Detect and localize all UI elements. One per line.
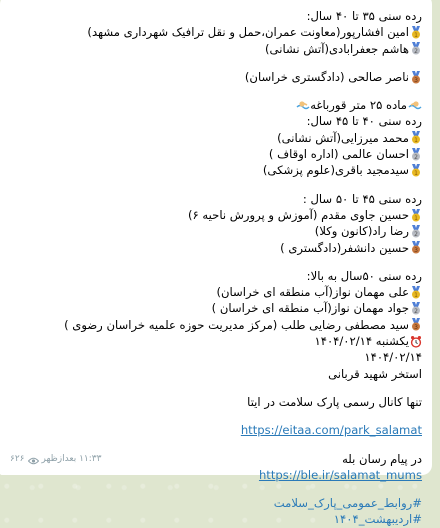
- svg-text:1: 1: [414, 291, 418, 299]
- winner-name: جواد مهمان نواز(آب منطقه ای خراسان ): [211, 301, 409, 316]
- svg-text:1: 1: [414, 31, 418, 39]
- list-item: [10, 317, 422, 333]
- svg-text:3: 3: [414, 76, 418, 84]
- list-item: [10, 69, 422, 85]
- event-date: [10, 333, 422, 349]
- event-title-text: ماده ۲۵ متر قورباغه: [310, 98, 407, 113]
- hashtag-row: [10, 511, 422, 527]
- event-location: استخر شهید قربانی: [328, 366, 422, 381]
- silver-medal-icon: [410, 42, 422, 55]
- bronze-medal-icon: [410, 71, 422, 84]
- silver-medal-icon: [410, 225, 422, 238]
- svg-text:1: 1: [414, 214, 418, 222]
- svg-text:2: 2: [414, 48, 418, 56]
- gold-medal-icon: [410, 286, 422, 299]
- winner-name: ناصر صالحی (دادگستری خراسان): [244, 69, 409, 84]
- winner-name: احسان عالمی (اداره اوقاف ): [268, 147, 409, 162]
- age-40-header: رده سنی ۴۰ تا ۴۵ سال:: [306, 114, 422, 129]
- alarm-clock-icon: [410, 335, 422, 348]
- svg-text:2: 2: [414, 230, 418, 238]
- eye-icon: [28, 455, 39, 463]
- gold-medal-icon: [410, 26, 422, 39]
- hashtag-row: [10, 495, 422, 511]
- winner-name: امین افشارپور(معاونت عمران،حمل و نقل ترافیک شهرداری مشهد): [87, 25, 409, 40]
- age-50-header: رده سنی ۵۰سال به بالا:: [306, 268, 422, 283]
- svg-text:2: 2: [414, 153, 418, 161]
- svg-text:3: 3: [414, 324, 418, 332]
- bale-text: در پیام رسان بله: [342, 451, 422, 466]
- event-date-second: ۱۴۰۴/۰۲/۱۴: [364, 350, 422, 365]
- winner-name: محمد میرزایی(آتش نشانی): [277, 130, 409, 145]
- silver-medal-icon: [410, 302, 422, 315]
- winner-name: هاشم جعفرابادی(آتش نشانی): [265, 41, 409, 56]
- eitaa-link[interactable]: https://eitaa.com/park_salamat: [240, 423, 422, 438]
- bale-link-row: [10, 467, 422, 483]
- winner-name: رضا راد(کانون وکلا): [314, 224, 409, 239]
- winner-name: حسین دانشفر(دادگستری ): [280, 240, 409, 255]
- event-title: [10, 97, 422, 113]
- event-date-text: یکشنبه ۱۴۰۴/۰۲/۱۴: [314, 334, 409, 349]
- bubble-tail: [0, 462, 4, 474]
- list-item: [10, 223, 422, 239]
- hashtag-public-relations[interactable]: #روابط_عمومی_پارک_سلامت: [273, 496, 422, 511]
- frog-swim-icon: [296, 99, 310, 112]
- winner-name: سید مصطفی رضایی طلب (مرکز مدیریت حوزه علمیه خراسان رضوی ): [64, 317, 409, 332]
- list-item: [10, 130, 422, 146]
- view-count: ۶۲۶: [10, 453, 25, 464]
- hashtag-month[interactable]: #اردیبهشت_۱۴۰۴: [333, 512, 422, 527]
- bronze-medal-icon: [410, 318, 422, 331]
- gold-medal-icon: [410, 131, 422, 144]
- svg-text:3: 3: [414, 247, 418, 255]
- message-time: ۱۱:۳۳ بعدازظهر: [41, 453, 102, 464]
- winner-name: علی مهمان نواز(آب منطقه ای خراسان): [216, 285, 409, 300]
- list-item: [10, 146, 422, 162]
- list-item: [10, 284, 422, 300]
- gold-medal-icon: [410, 209, 422, 222]
- svg-text:2: 2: [414, 308, 418, 316]
- frog-swim-icon: [408, 99, 422, 112]
- bronze-medal-icon: [410, 241, 422, 254]
- channel-text: تنها کانال رسمی پارک سلامت در ایتا: [247, 394, 422, 409]
- eitaa-link-row: [10, 422, 422, 438]
- winner-name: حسین جاوی مقدم (آموزش و پرورش ناحیه ۶): [187, 207, 409, 222]
- list-item: [10, 24, 422, 40]
- list-item: [10, 240, 422, 256]
- list-item: [10, 41, 422, 57]
- list-item: [10, 300, 422, 316]
- silver-medal-icon: [410, 148, 422, 161]
- bale-link[interactable]: https://ble.ir/salamat_mums: [258, 467, 422, 482]
- svg-text:1: 1: [414, 137, 418, 145]
- age-45-header: رده سنی ۴۵ تا ۵۰ سال :: [302, 191, 422, 206]
- gold-medal-icon: [410, 164, 422, 177]
- svg-text:1: 1: [414, 170, 418, 178]
- winner-name: سیدمجید باقری(علوم پزشکی): [262, 163, 409, 178]
- list-item: [10, 207, 422, 223]
- message-meta: [10, 451, 101, 467]
- age-35-header: رده سنی ۳۵ تا ۴۰ سال:: [306, 9, 422, 23]
- list-item: [10, 162, 422, 178]
